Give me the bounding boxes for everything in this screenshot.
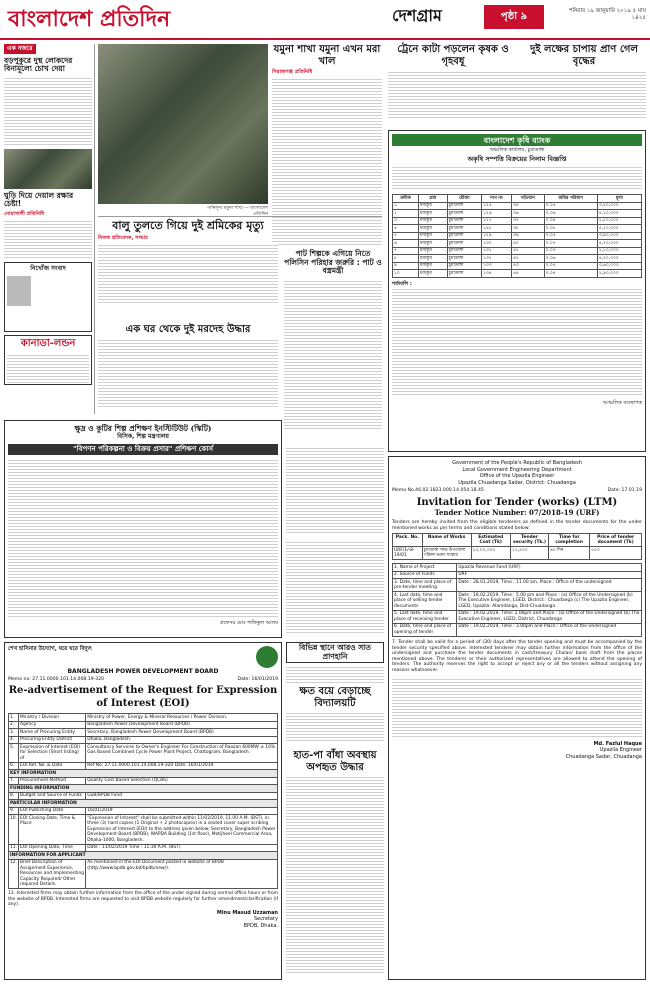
bpdb-slogan: শেখ হাসিনার উদ্যোগ, ঘরে ঘরে বিদ্যুৎ xyxy=(8,646,92,652)
sciti-signature: প্রফেসর মোঃ শাফিকুল আলম xyxy=(219,619,278,626)
headline-jute: পাট শিল্পকে এগিয়ে নিতে পলিসিন পরিহার জরুরি : পাট ও বস্ত্রমন্ত্রী xyxy=(284,249,382,276)
bpdb-sign-org: BPDB, Dhaka. xyxy=(243,922,278,929)
row-value: Date : 19.02.2019, Time: 1.00pm and Place : (a) Office of the Undersigned (b) The Executive Engineer, LGED, District, Chuadanga xyxy=(457,610,642,623)
table-row xyxy=(9,807,278,815)
row-value: Bangladesh Power Development Board (BPDB). xyxy=(86,721,278,729)
table-cell: ৪,৭০,০০০ xyxy=(597,240,641,248)
table-cell: ০.০৬ xyxy=(544,255,597,263)
row-label: Name of Procuring Entity xyxy=(18,729,85,737)
row-label: 2. Source of Funds xyxy=(393,571,457,579)
krishi-col-header: খতিয়ান xyxy=(511,195,544,203)
table-row xyxy=(393,262,642,270)
table-cell: মজকুর xyxy=(418,225,447,233)
brief-headline-2: ঘুড়ি দিয়ে দেয়াল রক্ষার চেষ্টা! xyxy=(4,190,74,209)
table-cell: চুয়াডাঙ্গা xyxy=(447,210,482,218)
row-label: Expression of Interest (EOI) for Selection (Short listing) of xyxy=(18,744,85,763)
table-cell: ৪,০০,০০০ xyxy=(597,255,641,263)
brief-photo xyxy=(4,149,92,189)
table-cell: ০.০৪ xyxy=(544,270,597,278)
table-cell: ৪২ xyxy=(511,255,544,263)
table-row xyxy=(393,232,642,240)
row-value: Date : 11/02/2019 Time : 11:30 A.M. (BST) xyxy=(86,844,278,852)
table-cell: ১২৬ xyxy=(482,210,512,218)
table-row xyxy=(9,744,278,763)
krishi-signature: আঞ্চলিক ব্যবস্থাপক xyxy=(602,400,642,407)
section-header-row xyxy=(9,770,278,778)
lged-col-header: Time for completion xyxy=(549,534,590,547)
bpdb-table xyxy=(8,713,278,889)
lged-intro: Tenders are hereby invited from the eligible tenderers as defined in the tender documents for the under mentioned works as per terms and conditions stated below: xyxy=(392,519,642,531)
lged-gov: Government of the People's Republic of Bangladesh xyxy=(452,460,582,466)
table-row xyxy=(393,571,642,579)
story-jamuna xyxy=(272,44,382,244)
table-cell: URF/1/-8-19/01 xyxy=(393,547,423,560)
story-jute xyxy=(284,250,382,440)
lged-col-header: Pack. No. xyxy=(393,534,423,547)
table-row xyxy=(9,815,278,845)
section-header-row xyxy=(9,785,278,793)
krishi-col-header: ক্রমিক xyxy=(393,195,419,203)
table-cell: ২,১০,০০০ xyxy=(597,247,641,255)
bpdb-sign-name: Minu Masud Uzzaman xyxy=(216,909,278,916)
row-label: 5. Last date, time and place of receiving tender xyxy=(393,610,457,623)
section-title: দেশগ্রাম xyxy=(392,6,442,25)
body-jamuna xyxy=(272,77,382,247)
row-value: Date : 19.02.2019, Time : 3.00pm and Place : Office of the Undersigned xyxy=(457,623,642,636)
row-label: Budget and Source of Funds xyxy=(18,792,85,800)
bpdb-title: Re-advertisement of the Request for Expression of Interest (EOI) xyxy=(8,685,278,709)
table-cell: মজকুর xyxy=(418,217,447,225)
masthead xyxy=(0,0,650,40)
table-cell: ৫ xyxy=(393,232,419,240)
table-cell: চুয়াডাঙ্গা xyxy=(447,225,482,233)
lged-date: Date: 17.01.19 xyxy=(607,488,642,493)
body-school xyxy=(286,711,384,741)
headline-train: ট্রেনে কাটা পড়লেন কৃষক ও গৃহবধূ xyxy=(397,44,509,67)
table-row xyxy=(9,844,278,852)
lged-col-header: Estimated Cost (Tk) xyxy=(471,534,510,547)
table-row xyxy=(393,564,642,572)
lged-subtitle: Tender Notice Number: 07/2018-19 (URF) xyxy=(434,508,600,518)
table-cell: ১২৫ xyxy=(482,202,512,210)
table-row xyxy=(9,729,278,737)
table-row xyxy=(393,225,642,233)
avatar xyxy=(7,276,31,306)
table-cell: ১৩১ xyxy=(482,247,512,255)
canada-ad-title: কানাডা-লন্ডন xyxy=(20,338,76,350)
table-row xyxy=(393,217,642,225)
row-label: Procuring Entity District xyxy=(18,736,85,744)
body-jute xyxy=(284,279,382,429)
table-row xyxy=(393,579,642,592)
row-label: Agency xyxy=(18,721,85,729)
table-row xyxy=(9,792,278,800)
headline-seven-deaths: বিভিন্ন স্থানে আরও সাত প্রাণহানি xyxy=(286,642,384,663)
row-label: 1. Name of Project xyxy=(393,564,457,572)
table-cell: ১ xyxy=(393,202,419,210)
body-gaibandha-col xyxy=(286,540,384,635)
table-cell: ১২৮ xyxy=(482,225,512,233)
table-row xyxy=(9,762,278,770)
table-cell: ৩৯ xyxy=(511,232,544,240)
body-seven-deaths xyxy=(286,665,384,685)
headline-sand: বালু তুলতে গিয়ে দুই শ্রমিকের মৃত্যু xyxy=(112,219,264,232)
section-header: KEY INFORMATION xyxy=(9,770,278,778)
table-cell: ৩ xyxy=(393,217,419,225)
table-cell: ০.০৫ xyxy=(544,262,597,270)
table-cell: ৭ xyxy=(393,247,419,255)
krishi-title: বাংলাদেশ কৃষি ব্যাংক xyxy=(392,134,642,146)
page-number: পৃষ্ঠা ৯ xyxy=(484,5,544,29)
col-briefs xyxy=(4,44,92,414)
body-sand xyxy=(98,243,278,303)
row-value: GoB/BPDB Fund xyxy=(86,792,278,800)
row-value: Date : 28.01.2019, Time : 11.00 am, Place : Office of the undersigned xyxy=(457,579,642,592)
bpdb-para13: 13. Interested firms may obtain further information from the office of the under signed during normal office hours or from the website of BPDB. Interested firms are requested to visit BPDB website regularly for further amendment/clarification (if any). xyxy=(8,891,278,908)
table-cell: মজকুর xyxy=(418,202,447,210)
headline-truck: দুই লক্ষের চাপায় প্রাণ গেল বৃদ্ধের xyxy=(530,44,638,67)
table-cell: ৩,৯০,০০০ xyxy=(597,232,641,240)
headline-jamuna: যমুনা শাখা যমুনা এখন মরা খাল xyxy=(273,44,381,67)
lged-upazila: Upazila Chuadanga Sadar, District: Chuadanga xyxy=(458,479,576,486)
table-cell: ৮ xyxy=(393,255,419,263)
table-cell: ৪০ xyxy=(511,240,544,248)
bpdb-notice xyxy=(4,642,282,980)
table-cell: ০.০৫ xyxy=(544,232,597,240)
table-cell: ০.০৫ xyxy=(544,202,597,210)
bpdb-sign-title: Secretary xyxy=(253,916,278,923)
row-label: EOI Opening Date, Time xyxy=(18,844,85,852)
story-seven-deaths xyxy=(286,642,384,682)
table-cell: ৩,৬০,০০০ xyxy=(597,262,641,270)
section-header: INFORMATION FOR APPLICANT xyxy=(9,852,278,860)
row-number: 3. xyxy=(9,729,19,737)
table-row xyxy=(393,247,642,255)
row-label: Procurement Method xyxy=(18,777,85,785)
row-number: 7. xyxy=(9,777,19,785)
row-value: Quality Cost Based Selection (QCBS) xyxy=(86,777,278,785)
krishi-headline: অকৃষি সম্পত্তি বিক্রয়ের নিলাম বিজ্ঞপ্তি xyxy=(467,155,567,164)
row-number: 11. xyxy=(10,845,17,851)
table-cell: ৪১ xyxy=(511,247,544,255)
brief-byline-2: নোয়াখালী প্রতিনিধি xyxy=(4,211,45,217)
row-value: Upazila Revenue Fund (URF) xyxy=(457,564,642,572)
lged-office: Office of the Upazila Engineer xyxy=(479,473,555,479)
table-cell: ১২৯ xyxy=(482,232,512,240)
table-cell: ১২,৫০০ xyxy=(510,547,548,560)
krishi-col-header: জমির পরিমাণ xyxy=(544,195,597,203)
row-value: Consultancy Services to Owner's Engineer For Construction of Raozan 600MW ± 10% Gas Based Combined Cycle Power Plant Project, Chattogram, Bangladesh. xyxy=(86,744,278,763)
table-cell: ০.০৭ xyxy=(544,240,597,248)
table-cell: চুয়াডাঙ্গা xyxy=(447,232,482,240)
headline-school: ক্ষত বয়ে বেড়াচ্ছে বিদ্যালয়টি xyxy=(299,686,371,709)
table-row xyxy=(9,859,278,889)
row-value: Date : 18.02.2019, Time : 5.00 pm and Place : (a) Office of the Undersigned (b) The Executive Engineer, LGED, District : Chuadanga (c) The Upazila Engineer, LGED, Upazila: Alamdanga, Dist-Chuadanga xyxy=(457,592,642,611)
row-number: 4. xyxy=(9,736,19,744)
row-label: 4. Last date, time and place of selling tender documents xyxy=(393,592,457,611)
row-label: EOI Publishing Date xyxy=(18,807,85,815)
body-train xyxy=(388,70,646,120)
table-cell: চুয়াডাঙ্গা xyxy=(447,240,482,248)
row-value: As mentioned in the EOI Document posted in website of BPDB (http://www.bpdb.gov.bd/bpdb/new/). xyxy=(86,859,278,889)
row-number: 12. xyxy=(9,859,19,889)
sciti-table xyxy=(8,458,278,618)
table-row xyxy=(9,736,278,744)
canada-ad-body xyxy=(7,353,89,383)
lged-sign-office: Chuadanga Sadar, Chuadanga xyxy=(565,753,642,760)
table-cell: ১৩৪ xyxy=(482,270,512,278)
section-header: FUNDING INFORMATION xyxy=(9,785,278,793)
brief-body-1 xyxy=(4,76,92,146)
table-cell: ২,৮০,০০০ xyxy=(597,217,641,225)
table-cell: ৫,২০,০০০ xyxy=(597,225,641,233)
lged-para7: 7. Tender shall be valid for a period of (30) days after the tender opening and must be accompanied by the tender security specified above. Interested tenderer may obtain further information from the office of the undersigned and purchase the tender documents in cash/treasury Chalan/ bank draft from the places mentioned above. The tenderer or their authorized representatives are allowed to attend the opening of tenders. The authority reserves the right to accept or reject any or all the tenders without assigning any reasons whatsoever. xyxy=(392,639,642,674)
story-sand xyxy=(98,220,278,320)
krishi-table xyxy=(392,194,642,278)
lged-dept: Local Government Engineering Department xyxy=(462,466,572,473)
table-row xyxy=(393,610,642,623)
row-label: EOI Ref. No. & Date xyxy=(18,762,85,770)
krishi-col-header: মূল্য xyxy=(597,195,641,203)
row-label: 6. Date, time and place of opening of tender xyxy=(393,623,457,636)
table-cell: ০.০৬ xyxy=(544,210,597,218)
obituary-title: নিখোঁজ সংবাদ xyxy=(30,265,66,273)
row-value: Dhaka, Bangladesh. xyxy=(86,736,278,744)
body-gaibandha-side xyxy=(286,446,384,534)
obituary-box xyxy=(4,262,92,332)
row-value: Ref No: 27.11.0000.101.14.008.19-320 Date: 16/01/2019 xyxy=(86,762,278,770)
table-row xyxy=(9,714,278,722)
table-row xyxy=(9,721,278,729)
table-cell: ৩৭ xyxy=(511,217,544,225)
lged-sign-name: Md. Fazlul Haque xyxy=(593,740,642,747)
row-label: EOI Closing Date, Time & Place xyxy=(18,815,85,845)
table-cell: ৬ xyxy=(393,240,419,248)
row-value: Secretary, Bangladesh Power Development Board (BPDB) xyxy=(86,729,278,737)
table-cell: ৪৩ xyxy=(511,262,544,270)
table-cell: ০.০৮ xyxy=(544,225,597,233)
table-cell: চুয়াডাঙ্গা xyxy=(447,247,482,255)
table-cell: ৩৫ xyxy=(511,202,544,210)
byline-sand: নিজস্ব প্রতিবেদক, সাভার xyxy=(98,234,148,241)
table-cell: ১৩৩ xyxy=(482,262,512,270)
row-label: Brief Description of Assignment Experience, Resources and Implementing Capacity Required/ Other required Details. xyxy=(19,860,85,888)
section-header-row xyxy=(9,852,278,860)
bpdb-logo xyxy=(256,646,278,668)
table-cell: ১২৭ xyxy=(482,217,512,225)
sciti-banner: "বিপণন পরিকল্পনা ও বিক্রয় প্রসার" প্রশিক্ষণ কোর্স xyxy=(8,444,278,455)
lged-col-header: Tender security (Tk.) xyxy=(510,534,548,547)
table-cell: ২৫,০০,০০০ xyxy=(471,547,510,560)
table-row xyxy=(393,592,642,611)
body-two-bodies xyxy=(98,338,278,408)
byline-jamuna: সিরাজগঞ্জ প্রতিনিধি xyxy=(272,69,313,75)
lged-bangla-terms xyxy=(392,677,642,737)
table-cell: চুয়াডাঙ্গা xyxy=(447,202,482,210)
table-row xyxy=(393,255,642,263)
table-cell: মজকুর xyxy=(418,210,447,218)
section-header-row xyxy=(9,800,278,808)
table-cell: মজকুর xyxy=(418,262,447,270)
table-cell: ৩,৫০,০০০ xyxy=(597,202,641,210)
table-cell: ০.০৩ xyxy=(544,247,597,255)
row-number: 5. xyxy=(9,744,19,763)
sciti-subtitle: বিসিক, শিল্প মন্ত্রণালয় xyxy=(117,433,169,441)
table-cell: ৩৮ xyxy=(511,225,544,233)
krishi-bank-notice xyxy=(388,130,646,452)
bpdb-memo: Memo no: 27.11.0000.101.14.008.19-320 xyxy=(8,676,105,682)
table-cell: ৬০ দিন xyxy=(549,547,590,560)
photo-caption: পানিশূন্য যমুনা শাখা — বাংলাদেশ প্রতিদিন xyxy=(206,206,268,217)
krishi-col-header: দাগ নং xyxy=(482,195,512,203)
table-cell: মজকুর xyxy=(418,247,447,255)
table-cell: ২,৯০,০০০ xyxy=(597,270,641,278)
row-value: Ministry of Power, Energy & Mineral Resources / Power Division. xyxy=(86,714,278,722)
table-cell: চুয়াডাঙ্গা xyxy=(447,270,482,278)
row-number: 9. xyxy=(9,807,19,815)
table-cell: ৪৪ xyxy=(511,270,544,278)
brief-headline-1: বড়পুকুরে দুস্থ লোকদের বিনামূল্যে চোখ দেয়া xyxy=(4,55,73,74)
table-cell: মজকুর xyxy=(418,255,447,263)
row-number: 1. xyxy=(9,714,19,722)
section-header: PARTICULAR INFORMATION xyxy=(9,800,278,808)
row-number: 2. xyxy=(9,721,19,729)
story-train xyxy=(388,44,646,126)
brief-body-2 xyxy=(4,219,92,259)
story-gaibandha-body xyxy=(286,446,384,536)
table-cell: চুয়াডাঙ্গা xyxy=(447,262,482,270)
table-row xyxy=(393,240,642,248)
bpdb-date: Date: 16/01/2019 xyxy=(237,676,278,682)
story-kidnap xyxy=(286,750,384,978)
lged-col-header: Price of tender document (Tk) xyxy=(590,534,642,547)
main-photo xyxy=(98,44,268,204)
table-cell: ৪,১০,০০০ xyxy=(597,210,641,218)
story-gaibandha-col xyxy=(286,540,384,640)
row-number: 6. xyxy=(9,762,19,770)
table-cell: ০.০৪ xyxy=(544,217,597,225)
table-cell: ১০ xyxy=(393,270,419,278)
briefs-label: এক নজরে xyxy=(4,44,36,54)
dateline: শনিবার ১৯ জানুয়ারি ২০১৯ ৫ মাঘ ১৪২৫ xyxy=(569,8,646,21)
table-cell: ৪ xyxy=(393,225,419,233)
lged-works-table xyxy=(392,533,642,560)
story-school xyxy=(286,686,384,746)
table-cell: ৫০০ xyxy=(590,547,642,560)
headline-kidnap: হাত-পা বাঁধা অবস্থায় অপহৃত উদ্ধার xyxy=(293,750,377,773)
body-kidnap xyxy=(286,775,384,975)
table-cell: ৯ xyxy=(393,262,419,270)
krishi-col-header: মৌজা xyxy=(447,195,482,203)
lged-info-table xyxy=(392,563,642,637)
table-cell: ২ xyxy=(393,210,419,218)
table-row xyxy=(393,270,642,278)
row-label: Ministry / Division xyxy=(18,714,85,722)
row-value: "Expression of Interest" shall be submitted within 11/02/2019, 11.00 A.M. (BST), in three (3) hard copies (1 Original + 2 photocopies) in a sealed cover super scribing Expression of Interest (EOI) to the address given below; Secretary, Bangladesh Power Development Board (BPDB), WAPDA Building (1st floor), Motijheel Commercial Area, Dhaka-1000, Bangladesh. xyxy=(87,815,276,843)
newspaper-logo: বাংলাদেশ প্রতিদিন xyxy=(8,6,171,32)
table-row xyxy=(393,202,642,210)
story-two-bodies xyxy=(98,324,278,414)
krishi-intro xyxy=(392,165,642,191)
table-cell: চুয়াডাঙ্গা xyxy=(447,217,482,225)
lged-sign-title: Upazila Engineer xyxy=(599,747,642,754)
sciti-notice xyxy=(4,420,282,638)
headline-two-bodies: এক ঘর থেকে দুই মরদেহ উদ্ধার xyxy=(125,324,251,335)
table-row xyxy=(393,210,642,218)
lged-title: Invitation for Tender (works) (LTM) xyxy=(416,496,618,508)
krishi-terms-title: শর্তাবলি : xyxy=(392,280,412,287)
table-row xyxy=(9,777,278,785)
table-row xyxy=(393,623,642,636)
row-number: 8. xyxy=(9,792,19,800)
table-cell: ১৩০ xyxy=(482,240,512,248)
lged-col-header: Name of Works xyxy=(422,534,471,547)
lged-tender xyxy=(388,456,646,980)
krishi-subtitle: অঞ্চলিক কার্যালয়, চুয়াডাঙ্গা xyxy=(489,147,545,153)
krishi-terms-body xyxy=(392,287,642,397)
row-label: 3. Date, time and place of pre-tender meeting xyxy=(393,579,457,592)
table-cell: ১৩২ xyxy=(482,255,512,263)
row-value: URF xyxy=(457,571,642,579)
lged-memo: Memo No.46.02.1823.000.14.054.18.45 xyxy=(392,488,484,493)
table-cell: মজকুর xyxy=(418,270,447,278)
sciti-title: ক্ষুদ্র ও কুটির শিল্প প্রশিক্ষণ ইনস্টিটিউট (স্কিটি) xyxy=(74,424,212,433)
table-cell: মজকুর xyxy=(418,232,447,240)
canada-ad xyxy=(4,335,92,385)
krishi-col-header: গ্রাম xyxy=(418,195,447,203)
row-value: 16/01/2019 xyxy=(86,807,278,815)
table-cell: চুয়াডাঙ্গা সদর উপজেলা পরিষদ ভবন সংস্কার xyxy=(422,547,471,560)
bpdb-name: BANGLADESH POWER DEVELOPMENT BOARD xyxy=(67,668,219,675)
table-cell: ৩৬ xyxy=(511,210,544,218)
table-cell: মজকুর xyxy=(418,240,447,248)
table-cell: চুয়াডাঙ্গা xyxy=(447,255,482,263)
row-number: 10. xyxy=(9,815,19,845)
